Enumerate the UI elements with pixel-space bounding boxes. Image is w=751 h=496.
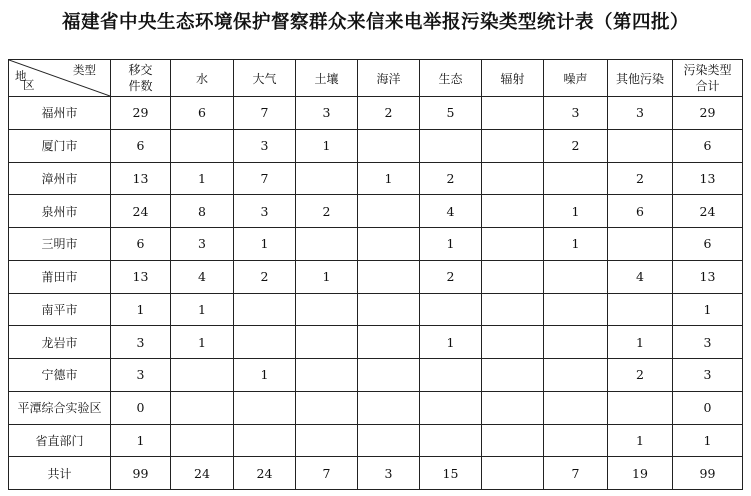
soil-cell: 2 bbox=[296, 195, 358, 228]
transfer-cell: 0 bbox=[111, 391, 171, 424]
transfer-cell: 6 bbox=[111, 228, 171, 261]
col-header-noise: 噪声 bbox=[544, 60, 608, 97]
air-cell bbox=[234, 391, 296, 424]
air-cell: 3 bbox=[234, 129, 296, 162]
water-cell bbox=[171, 359, 234, 392]
eco-cell: 4 bbox=[420, 195, 482, 228]
transfer-cell: 3 bbox=[111, 326, 171, 359]
table-header-row bbox=[9, 60, 743, 97]
soil-cell: 3 bbox=[296, 97, 358, 130]
water-cell: 1 bbox=[171, 326, 234, 359]
air-cell: 7 bbox=[234, 97, 296, 130]
col-header-total-line2: 合计 bbox=[695, 79, 720, 93]
ocean-cell bbox=[358, 293, 420, 326]
water-cell bbox=[171, 424, 234, 457]
radiation-cell bbox=[482, 359, 544, 392]
noise-cell bbox=[544, 359, 608, 392]
radiation-cell bbox=[482, 129, 544, 162]
radiation-cell bbox=[482, 260, 544, 293]
radiation-cell bbox=[482, 424, 544, 457]
total-cell: 13 bbox=[673, 260, 743, 293]
transfer-cell: 13 bbox=[111, 260, 171, 293]
col-header-total-line1: 污染类型 bbox=[683, 63, 732, 77]
air-cell: 2 bbox=[234, 260, 296, 293]
water-cell: 3 bbox=[171, 228, 234, 261]
total-cell: 0 bbox=[673, 391, 743, 424]
table-body bbox=[9, 97, 743, 490]
other-cell: 2 bbox=[608, 359, 673, 392]
eco-cell bbox=[420, 391, 482, 424]
region-cell: 龙岩市 bbox=[9, 326, 111, 359]
eco-cell bbox=[420, 293, 482, 326]
noise-cell bbox=[544, 260, 608, 293]
water-cell bbox=[171, 391, 234, 424]
region-cell: 福州市 bbox=[9, 97, 111, 130]
soil-cell bbox=[296, 162, 358, 195]
ocean-cell bbox=[358, 228, 420, 261]
total-cell: 3 bbox=[673, 326, 743, 359]
ocean-cell bbox=[358, 195, 420, 228]
ocean-cell bbox=[358, 326, 420, 359]
air-cell: 24 bbox=[234, 457, 296, 490]
radiation-cell bbox=[482, 391, 544, 424]
col-header-total bbox=[673, 60, 743, 97]
soil-cell: 1 bbox=[296, 129, 358, 162]
col-header-air: 大气 bbox=[234, 60, 296, 97]
table-row bbox=[9, 228, 743, 261]
transfer-cell: 6 bbox=[111, 129, 171, 162]
col-header-transfer-line1: 移交 bbox=[128, 63, 153, 77]
col-header-soil: 土壤 bbox=[296, 60, 358, 97]
other-cell: 4 bbox=[608, 260, 673, 293]
other-cell bbox=[608, 293, 673, 326]
other-cell bbox=[608, 129, 673, 162]
other-cell: 3 bbox=[608, 97, 673, 130]
other-cell: 19 bbox=[608, 457, 673, 490]
noise-cell: 1 bbox=[544, 228, 608, 261]
col-header-transfer-line2: 件数 bbox=[128, 79, 153, 93]
col-header-eco: 生态 bbox=[420, 60, 482, 97]
noise-cell bbox=[544, 326, 608, 359]
radiation-cell bbox=[482, 97, 544, 130]
col-header-other: 其他污染 bbox=[608, 60, 673, 97]
table-row bbox=[9, 293, 743, 326]
total-cell: 99 bbox=[673, 457, 743, 490]
transfer-cell: 1 bbox=[111, 293, 171, 326]
total-cell: 3 bbox=[673, 359, 743, 392]
ocean-cell: 1 bbox=[358, 162, 420, 195]
col-header-transfer bbox=[111, 60, 171, 97]
transfer-cell: 13 bbox=[111, 162, 171, 195]
region-cell: 三明市 bbox=[9, 228, 111, 261]
eco-cell: 2 bbox=[420, 162, 482, 195]
other-cell bbox=[608, 228, 673, 261]
other-cell: 2 bbox=[608, 162, 673, 195]
table-row bbox=[9, 195, 743, 228]
table-row bbox=[9, 97, 743, 130]
eco-cell: 5 bbox=[420, 97, 482, 130]
total-cell: 1 bbox=[673, 424, 743, 457]
soil-cell bbox=[296, 391, 358, 424]
col-header-ocean: 海洋 bbox=[358, 60, 420, 97]
total-cell: 6 bbox=[673, 129, 743, 162]
eco-cell bbox=[420, 359, 482, 392]
air-cell: 1 bbox=[234, 359, 296, 392]
noise-cell: 7 bbox=[544, 457, 608, 490]
eco-cell: 15 bbox=[420, 457, 482, 490]
region-cell: 厦门市 bbox=[9, 129, 111, 162]
transfer-cell: 99 bbox=[111, 457, 171, 490]
air-cell bbox=[234, 424, 296, 457]
region-cell: 南平市 bbox=[9, 293, 111, 326]
col-header-radiation: 辐射 bbox=[482, 60, 544, 97]
noise-cell bbox=[544, 424, 608, 457]
region-cell: 平潭综合实验区 bbox=[9, 391, 111, 424]
transfer-cell: 3 bbox=[111, 359, 171, 392]
noise-cell: 2 bbox=[544, 129, 608, 162]
soil-cell bbox=[296, 228, 358, 261]
water-cell: 8 bbox=[171, 195, 234, 228]
total-cell: 24 bbox=[673, 195, 743, 228]
ocean-cell bbox=[358, 359, 420, 392]
total-cell: 1 bbox=[673, 293, 743, 326]
air-cell: 3 bbox=[234, 195, 296, 228]
table-row bbox=[9, 457, 743, 490]
table-row bbox=[9, 359, 743, 392]
table-row bbox=[9, 391, 743, 424]
other-cell: 1 bbox=[608, 424, 673, 457]
ocean-cell bbox=[358, 129, 420, 162]
col-header-water: 水 bbox=[171, 60, 234, 97]
water-cell: 6 bbox=[171, 97, 234, 130]
region-cell: 莆田市 bbox=[9, 260, 111, 293]
eco-cell: 1 bbox=[420, 228, 482, 261]
ocean-cell: 2 bbox=[358, 97, 420, 130]
corner-header-cell bbox=[9, 60, 111, 97]
noise-cell: 3 bbox=[544, 97, 608, 130]
other-cell bbox=[608, 391, 673, 424]
eco-cell: 1 bbox=[420, 326, 482, 359]
ocean-cell bbox=[358, 260, 420, 293]
region-cell: 省直部门 bbox=[9, 424, 111, 457]
page-title: 福建省中央生态环境保护督察群众来信来电举报污染类型统计表（第四批） bbox=[61, 12, 689, 33]
region-cell: 漳州市 bbox=[9, 162, 111, 195]
soil-cell: 1 bbox=[296, 260, 358, 293]
table-row bbox=[9, 424, 743, 457]
radiation-cell bbox=[482, 162, 544, 195]
radiation-cell bbox=[482, 293, 544, 326]
transfer-cell: 29 bbox=[111, 97, 171, 130]
eco-cell bbox=[420, 424, 482, 457]
transfer-cell: 24 bbox=[111, 195, 171, 228]
statistics-table bbox=[8, 59, 743, 490]
radiation-cell bbox=[482, 326, 544, 359]
ocean-cell bbox=[358, 391, 420, 424]
other-cell: 1 bbox=[608, 326, 673, 359]
water-cell: 1 bbox=[171, 293, 234, 326]
region-cell: 宁德市 bbox=[9, 359, 111, 392]
region-cell: 共计 bbox=[9, 457, 111, 490]
ocean-cell bbox=[358, 424, 420, 457]
water-cell: 4 bbox=[171, 260, 234, 293]
water-cell: 1 bbox=[171, 162, 234, 195]
corner-type-label: 类型 bbox=[73, 63, 96, 77]
soil-cell bbox=[296, 293, 358, 326]
region-cell: 泉州市 bbox=[9, 195, 111, 228]
noise-cell bbox=[544, 391, 608, 424]
water-cell: 24 bbox=[171, 457, 234, 490]
eco-cell: 2 bbox=[420, 260, 482, 293]
corner-region-label-2: 区 bbox=[23, 78, 35, 92]
radiation-cell bbox=[482, 228, 544, 261]
radiation-cell bbox=[482, 457, 544, 490]
total-cell: 6 bbox=[673, 228, 743, 261]
table-row bbox=[9, 162, 743, 195]
table-row bbox=[9, 260, 743, 293]
air-cell: 7 bbox=[234, 162, 296, 195]
air-cell bbox=[234, 326, 296, 359]
water-cell bbox=[171, 129, 234, 162]
soil-cell bbox=[296, 326, 358, 359]
corner-region-label-1: 地 bbox=[15, 69, 27, 83]
table-row bbox=[9, 326, 743, 359]
eco-cell bbox=[420, 129, 482, 162]
transfer-cell: 1 bbox=[111, 424, 171, 457]
other-cell: 6 bbox=[608, 195, 673, 228]
table-row bbox=[9, 129, 743, 162]
noise-cell bbox=[544, 293, 608, 326]
total-cell: 29 bbox=[673, 97, 743, 130]
soil-cell: 7 bbox=[296, 457, 358, 490]
air-cell bbox=[234, 293, 296, 326]
soil-cell bbox=[296, 359, 358, 392]
total-cell: 13 bbox=[673, 162, 743, 195]
soil-cell bbox=[296, 424, 358, 457]
noise-cell bbox=[544, 162, 608, 195]
ocean-cell: 3 bbox=[358, 457, 420, 490]
noise-cell: 1 bbox=[544, 195, 608, 228]
radiation-cell bbox=[482, 195, 544, 228]
air-cell: 1 bbox=[234, 228, 296, 261]
